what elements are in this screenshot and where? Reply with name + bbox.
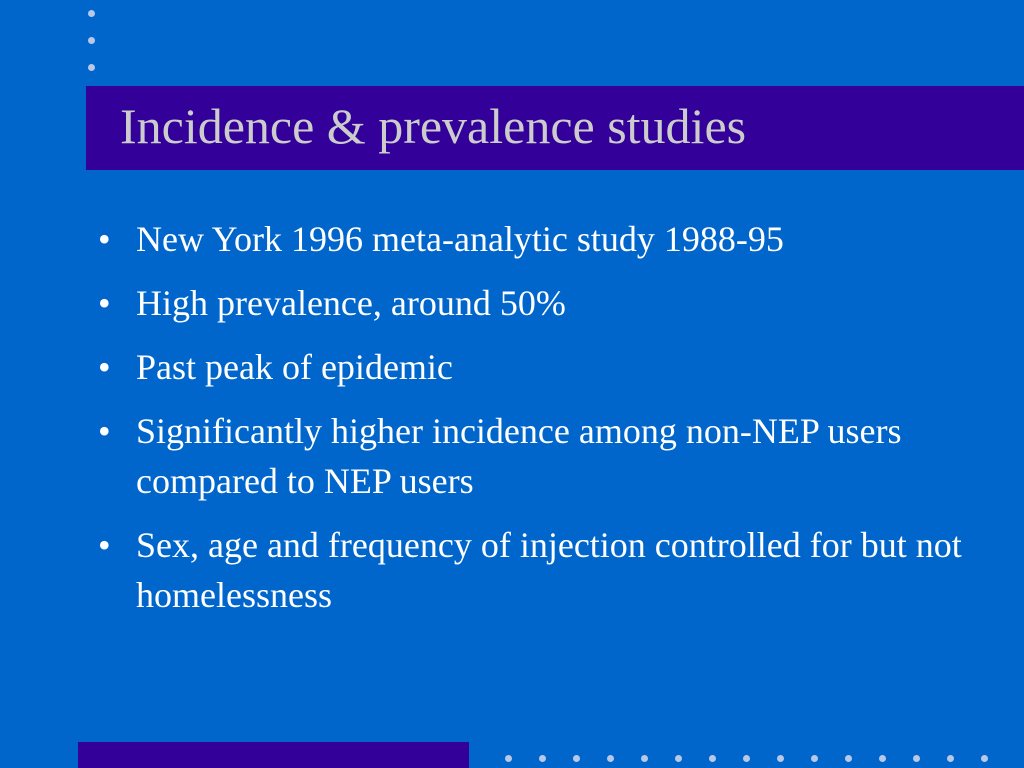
bullet-list <box>98 214 998 634</box>
bullet-item <box>98 278 998 328</box>
footer-bar <box>78 742 469 768</box>
decorative-dot <box>709 755 716 762</box>
decorative-dot <box>947 755 954 762</box>
slide-title: Incidence & prevalence studies <box>120 98 747 154</box>
bullet-text: High prevalence, around 50% <box>136 283 566 323</box>
decorative-dot <box>879 755 886 762</box>
bullet-text: Past peak of epidemic <box>136 347 453 387</box>
bullet-text: Significantly higher incidence among non-NEP users compared to NEP users <box>136 411 902 501</box>
decorative-dot <box>88 37 95 44</box>
decorative-dot <box>811 755 818 762</box>
decorative-dot <box>607 755 614 762</box>
decorative-dots-vertical <box>88 10 98 80</box>
decorative-dot <box>845 755 852 762</box>
bullet-marker: • <box>98 411 111 451</box>
decorative-dot <box>88 64 95 71</box>
bullet-marker: • <box>98 219 111 259</box>
decorative-dot <box>641 755 648 762</box>
decorative-dot <box>675 755 682 762</box>
decorative-dot <box>777 755 784 762</box>
bullet-marker: • <box>98 347 111 387</box>
bullet-marker: • <box>98 525 111 565</box>
bullet-item <box>98 406 998 506</box>
decorative-dot <box>88 10 95 17</box>
decorative-dots-horizontal <box>505 755 1005 765</box>
bullet-text: New York 1996 meta-analytic study 1988-95 <box>136 219 784 259</box>
decorative-dot <box>913 755 920 762</box>
bullet-item <box>98 214 998 264</box>
decorative-dot <box>573 755 580 762</box>
decorative-dot <box>505 755 512 762</box>
bullet-item <box>98 520 998 620</box>
decorative-dot <box>981 755 988 762</box>
decorative-dot <box>743 755 750 762</box>
bullet-item <box>98 342 998 392</box>
bullet-text: Sex, age and frequency of injection controlled for but not homelessness <box>136 525 962 615</box>
decorative-dot <box>539 755 546 762</box>
bullet-marker: • <box>98 283 111 323</box>
